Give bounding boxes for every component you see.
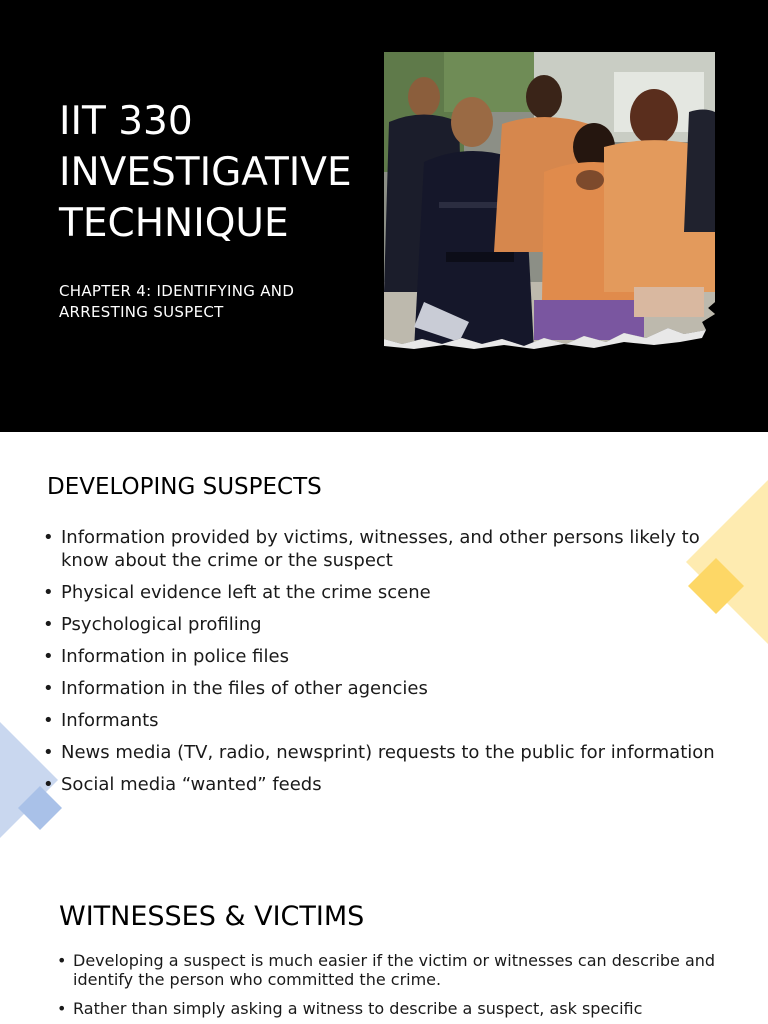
list-item: • Social media “wanted” feeds	[43, 773, 733, 796]
bullet-list	[57, 951, 717, 1024]
title-line: INVESTIGATIVE	[59, 150, 352, 195]
title-line: IIT 330	[59, 99, 193, 144]
list-item: • Rather than simply asking a witness to describe a suspect, ask specific	[57, 999, 717, 1018]
list-item: • Developing a suspect is much easier if the victim or witnesses can describe and identify the person who committed the crime.	[57, 951, 717, 989]
slide-witnesses-victims	[0, 864, 768, 1024]
slide-title	[0, 0, 768, 432]
title-line: TECHNIQUE	[59, 201, 289, 246]
slide-heading: WITNESSES & VICTIMS	[59, 901, 365, 932]
bullet-list	[43, 526, 733, 805]
list-item: • Informants	[43, 709, 733, 732]
list-item: • Information in police files	[43, 645, 733, 668]
slide-title-heading	[59, 96, 379, 249]
list-item: • Physical evidence left at the crime scene	[43, 581, 733, 604]
list-item: • Psychological profiling	[43, 613, 733, 636]
slide-developing-suspects	[0, 432, 768, 864]
subtitle-line: CHAPTER 4: IDENTIFYING AND	[59, 282, 295, 300]
list-item: • Information provided by victims, witnesses, and other persons likely to know about the crime or the suspect	[43, 526, 733, 572]
subtitle-line: ARRESTING SUSPECT	[59, 303, 224, 321]
list-item: • News media (TV, radio, newsprint) requests to the public for information	[43, 741, 733, 764]
list-item: • Information in the files of other agencies	[43, 677, 733, 700]
photo-police-escorting-suspects	[384, 52, 715, 350]
slide-heading: DEVELOPING SUSPECTS	[47, 474, 322, 500]
slide-subtitle	[59, 281, 294, 323]
